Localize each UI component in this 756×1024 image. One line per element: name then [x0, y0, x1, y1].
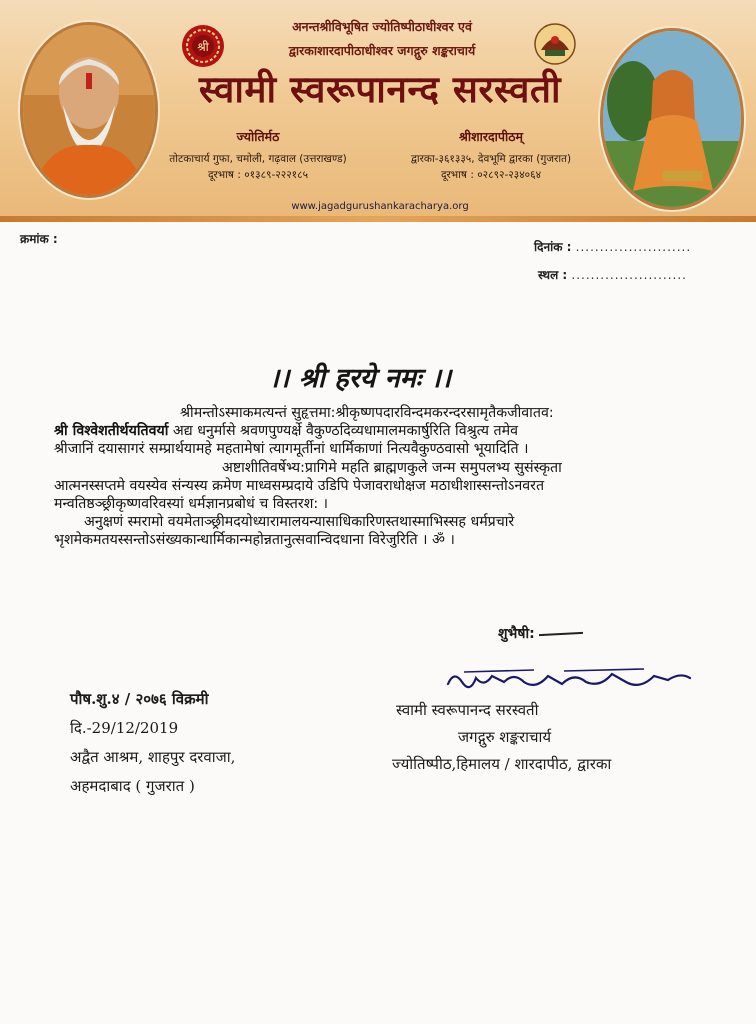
letterhead-main-name: स्वामी स्वरूपानन्द सरस्वती: [198, 67, 562, 111]
portrait-left-image: [23, 25, 155, 195]
right-address-block: [386, 129, 596, 183]
dinank-field: [534, 238, 691, 255]
right-address-phone: दूरभाष : ०२८९२-२३४०६४: [440, 169, 542, 181]
date-place-block: [70, 685, 370, 801]
handwritten-signature: [444, 664, 694, 694]
left-address-title: ज्योतिर्मठ: [236, 129, 280, 144]
body-line-2-bold: श्री विश्वेशतीर्थयतिवर्या: [54, 423, 169, 440]
place-line-1: अद्वैत आश्रम, शाहपुर दरवाजा,: [70, 748, 236, 766]
gregorian-date: दि.-29/12/2019: [70, 719, 179, 737]
emblem-right-icon: [533, 22, 577, 66]
sthal-blank: ........................: [571, 268, 687, 282]
body-line-4: अष्टाशीतिवर्षेभ्य:प्रागिमे महति ब्राह्मणकुले जन्म समुपलभ्य सुसंस्कृता: [222, 459, 562, 476]
right-address-title: श्रीशारदापीठम्: [459, 129, 523, 144]
body-line-1: श्रीमन्तोऽस्माकमत्यन्तं सुहृत्तमा:श्रीकृष्णपदारविन्दमकरन्दरसामृतैकजीवातव:: [180, 405, 554, 421]
left-address-block: [168, 129, 348, 183]
sthal-label: स्थल :: [538, 268, 568, 282]
shubhaishi-label: [498, 624, 583, 643]
letter-body: [54, 404, 700, 550]
shubhaishi-text: शुभैषी:: [498, 626, 535, 642]
shubhaishi-dash: [539, 632, 583, 636]
website-link[interactable]: www.jagadgurushankaracharya.org: [291, 201, 469, 212]
portrait-left-photo: [20, 22, 158, 198]
letterhead-top-line-1: अनन्तश्रीविभूषित ज्योतिष्पीठाधीश्वर एवं: [292, 19, 472, 34]
place-line-2: अहमदाबाद ( गुजरात ): [70, 777, 195, 795]
body-line-8: भृशमेकमतयस्सन्तोऽसंख्यकान्धार्मिकान्महोन्नतानुत्सवान्विदधाना विरेजुरिति । ॐ ।: [54, 532, 455, 549]
right-address-line: द्वारका-३६१३३५, देवभूमि द्वारका (गुजरात): [410, 153, 572, 165]
letterhead-band: [0, 0, 756, 222]
portrait-right-photo: [600, 28, 744, 210]
body-line-7: अनुक्षणं स्मरामो वयमेताञ्छ्रीमदयोध्यारामालयन्यासाधिकारिणस्तथास्माभिस्सह धर्मप्रचारे: [84, 514, 515, 531]
panchang-date: पौष.शु.४ / २०७६ विक्रमी: [70, 690, 209, 708]
body-line-5: आत्मनस्सप्तमे वयस्येव संन्यस्य क्रमेण माध्वसम्प्रदाये उडिपि पेजावराधोक्षज मठाधीशास्सन्तोऽनवरत: [54, 477, 545, 494]
kramank-label: क्रमांक :: [20, 232, 58, 246]
signatory-seats: ज्योतिष्पीठ,हिमालय / शारदापीठ, द्वारका: [392, 755, 612, 773]
dinank-blank: ........................: [575, 240, 692, 254]
body-line-2-rest: अद्य धनुर्मासे श्रवणपुण्यर्क्षे वैकुण्ठदिव्यधामालमकार्षुरिति विश्रुत्य तमेव: [168, 423, 518, 440]
left-address-line: तोटकाचार्य गुफा, चमोली, गढ़वाल (उत्तराखण्ड): [169, 153, 347, 165]
signatory-title: जगद्गुरु शङ्कराचार्य: [458, 728, 552, 746]
portrait-right-image: [603, 31, 741, 207]
body-line-3: श्रीजानिं दयासागरं सम्प्रार्थयामहे महतामेषां त्यागमूर्तीनां धार्मिकाणां नित्यवैकुण्ठवासो भूयादिति ।: [54, 441, 529, 458]
signatory-name: स्वामी स्वरूपानन्द सरस्वती: [396, 701, 539, 719]
left-address-phone: दूरभाष : ०१३८९-२२२१८५: [207, 169, 309, 181]
signatory-block: [392, 697, 682, 778]
sthal-field: [538, 266, 687, 283]
letterhead-top-line-2: द्वारकाशारदापीठाधीश्वर जगद्गुरु शङ्कराचार्य: [288, 43, 476, 58]
body-line-6: मन्वतिष्ठञ्छ्रीकृष्णवरिवस्यां धर्मज्ञानप्रबोधं च विस्तरश: ।: [54, 496, 329, 513]
invocation-heading: ।। श्री हरये नमः ।।: [268, 363, 452, 394]
body-line-2: [54, 422, 700, 440]
svg-text:श्री: श्री: [197, 40, 209, 54]
dinank-label: दिनांक :: [534, 240, 572, 254]
